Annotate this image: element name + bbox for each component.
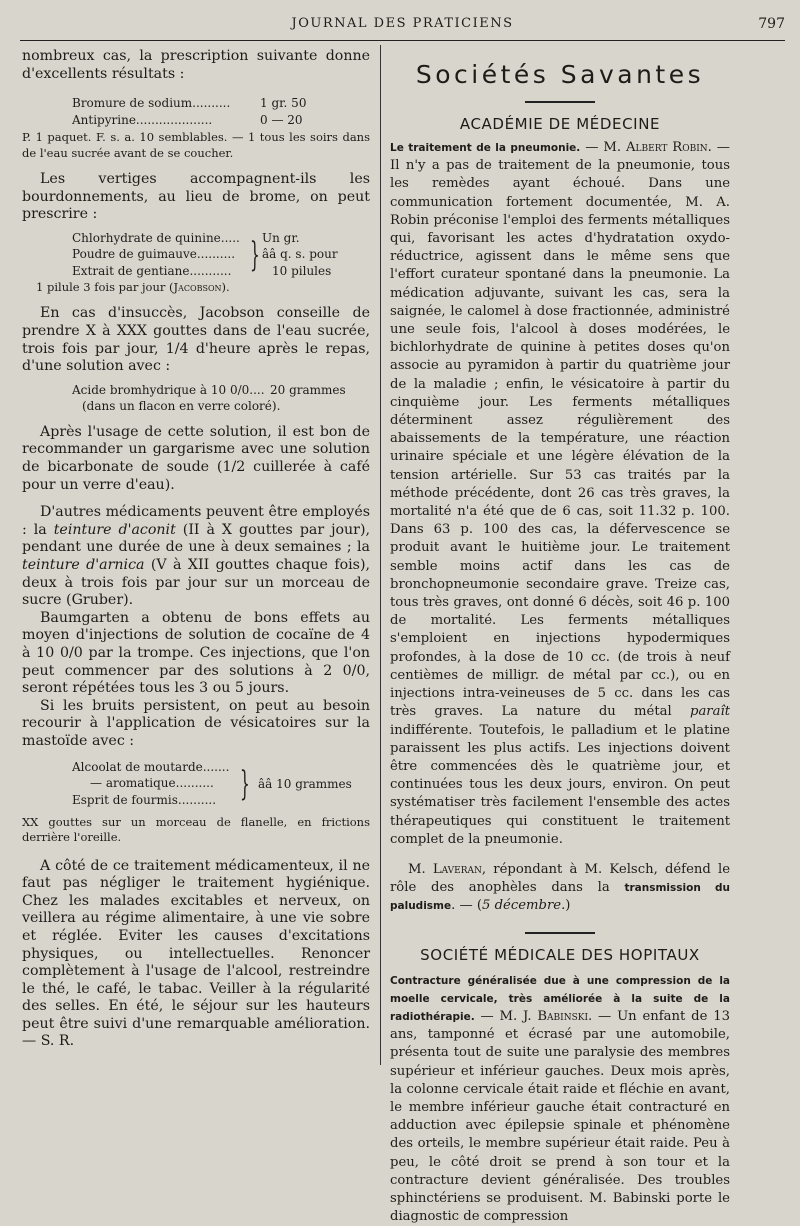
- prescription-2: [72, 230, 370, 280]
- prescription-3: [72, 382, 370, 416]
- column-divider: [380, 45, 381, 1065]
- prescription-1: [72, 95, 370, 128]
- drug-name: — aromatique..........: [90, 776, 214, 791]
- drug-name: Antipyrine....................: [72, 112, 213, 127]
- drug-dose: 20 grammes: [270, 382, 346, 397]
- prescription-line: [72, 382, 370, 399]
- hospital-heading: SOCIÉTÉ MÉDICALE DES HOPITAUX: [420, 945, 700, 964]
- drug-name: Bromure de sodium..........: [72, 96, 231, 111]
- drug-name: Poudre de guimauve..........: [72, 247, 236, 262]
- prescription-line: [72, 230, 370, 247]
- journal-title: JOURNAL DES PRATICIENS: [291, 16, 514, 31]
- prescription-line: [72, 759, 370, 776]
- drug-dose: ââ q. s. pour: [262, 247, 338, 262]
- drug-name: Acide bromhydrique à 10 0/0....: [72, 382, 265, 397]
- page-header: [20, 10, 785, 41]
- brace-glyph: }: [249, 234, 260, 275]
- drug-dose: 0 — 20: [260, 112, 303, 127]
- paragraph-vertiges: Les vertiges accompagnent-ils les bourdonnements, au lieu de brome, on peut prescrire :: [22, 171, 370, 223]
- author-name: Laveran: [432, 861, 482, 877]
- drug-dose: 1 gr. 50: [260, 96, 307, 111]
- paragraph-bruits: Si les bruits persistent, on peut au besoin recourir à l'application de vésicatoires sur la mastoïde avec :: [22, 697, 370, 749]
- drug-name: Esprit de fourmis..........: [72, 792, 217, 807]
- prescription-line: [72, 792, 370, 809]
- prescription-line: [72, 263, 370, 280]
- prescription-note: XX gouttes sur un morceau de flanelle, en frictions derrière l'oreille.: [22, 814, 370, 845]
- paragraph-gargarisme: Après l'usage de cette solution, il est bon de recommander un gargarisme avec une solution de bicarbonate de soude (1/2 cuillerée à café pour un verre d'eau).: [22, 423, 370, 493]
- drug-name: Extrait de gentiane...........: [72, 263, 232, 278]
- left-column: [22, 48, 370, 1051]
- paragraph-medicaments: D'autres médicaments peuvent être employés : la teinture d'aconit (II à X gouttes par jour), pendant une durée de une à deux semaines ; la teinture d'arnica (V à XII gouttes chaque fois), deux à trois fois par jour sur un morceau de sucre (Gruber).: [22, 504, 371, 609]
- report-lead: Contracture généralisée due à une compression de la moelle cervicale, très améliorée à la suite de la radiothérapie.: [390, 974, 730, 1023]
- paragraph-baumgarten: Baumgarten a obtenu de bons effets au moyen d'injections de solution de cocaïne de 4 à 10 0/0 par la trompe. Ces injections, que l'on peut commencer par des solutions à 2 0/0, seront répétées tous les 3 ou 5 jours.: [22, 609, 370, 697]
- section-title: Sociétés Savantes: [415, 60, 705, 89]
- hospital-report: Contracture généralisée due à une compression de la moelle cervicale, très améliorée à la suite de la radiothérapie. — M. J. Babinski. — Un enfant de 13 ans, tamponné et écrasé par une automobile, présenta tout de suite une paralysie des membres supérieur et inférieur gauches. Deux mois après, la colonne cervicale était raide et fléchie en avant, le membre inférieur gauche était contracturé en adduction avec épilepsie spinale et phénomène des orteils, le membre supérieur était raide. Peu à peu, le côté droit se prend à son tour et la contracture devient généralisée. Des troubles sphinctériens se produisent. M. Babinski porte le diagnostic de compression: [390, 974, 731, 1225]
- drug-dose: Un gr.: [262, 230, 300, 245]
- drug-dose: 10 pilules: [272, 263, 332, 278]
- title-rule: [525, 101, 595, 103]
- laveran-note: M. Laveran, répondant à M. Kelsch, défend le rôle des anophèles dans la transmission du paludisme. — (5 décembre.): [390, 861, 731, 914]
- brace-glyph: }: [239, 763, 250, 804]
- drug-name: Chlorhydrate de quinine.....: [72, 230, 240, 245]
- prescription-note: P. 1 paquet. F. s. a. 10 semblables. — 1 tous les soirs dans de l'eau sucrée avant de se coucher.: [22, 130, 370, 160]
- prescription-note: (dans un flacon en verre coloré).: [82, 399, 281, 414]
- paragraph-hygiene: A côté de ce traitement médicamenteux, il ne faut pas négliger le traitement hygiénique. Chez les malades excitables et nerveux, on veillera au régime alimentaire, à une vie sobre et réglée. Eviter les causes d'excitations physiques, ou intellectuelles. Renoncer complètement à l'usage de l'alcool, restreindre le thé, le café, le tabac. Veiller à la régularité des selles. En été, le séjour sur les hauteurs peut être suivi d'une remarquable amélioration. — S. R.: [22, 857, 370, 1050]
- author-name: Babinski: [537, 1008, 589, 1024]
- paragraph-intro: nombreux cas, la prescription suivante donne d'excellents résultats :: [22, 48, 370, 82]
- author-name: Albert Robin: [626, 140, 708, 155]
- prescription-line: [72, 398, 370, 415]
- prescription-line: [72, 112, 370, 129]
- drug-dose: ââ 10 grammes: [258, 776, 352, 791]
- prescription-line: [72, 95, 370, 112]
- drug-name: Alcoolat de moutarde.......: [72, 759, 230, 774]
- section-rule: [525, 932, 595, 934]
- prescription-4: [72, 759, 370, 811]
- report-lead: Le traitement de la pneumonie.: [390, 142, 581, 154]
- prescription-note: 1 pilule 3 fois par jour (Jacobson).: [36, 279, 230, 294]
- prescription-line: [72, 246, 370, 263]
- academy-report: Le traitement de la pneumonie. — M. Albert Robin. — Il n'y a pas de traitement de la pneumonie, tous les remèdes ayant échoué. Dans une communication fortement documentée, M. A. Robin préconise l'emploi des ferments métalliques qui, favorisant les actes d'hydratation oxydo-réductrice, agissent dans le même sens que l'effort curateur spontané dans la pneumonie. La médication adjuvante, suivant les cas, sera la saignée, le calomel à dose fractionnée, administré une seule fois, l'alcool à doses modérées, le bichlorhydrate de quinine à petites doses qu'on associe au pyramidon à partir du quatrième jour de la maladie ; enfin, le vésicatoire à partir du cinquième jour. Les ferments métalliques déterminent assez régulièrement des abaissements de la température, une réaction urinaire spéciale et une légère élévation de la tension artérielle. Sur 53 cas traités par la méthode précédente, dont 26 cas très graves, la mortalité n'a été que de 6 cas, soit 11.32 p. 100. Dans 63 p. 100 des cas, la défervescence se produit avant le huitième jour. Le traitement semble moins actif dans les cas de bronchopneumonie secondaire grave. Treize cas, tous très graves, ont donné 6 décès, soit 46 p. 100 de mortalité. Les ferments métalliques s'emploient en injections hypodermiques profondes, à la dose de 10 cc. (de trois à neuf centièmes de milligr. de métal par cc.), ou en injections intra-veineuses de 5 cc. dans les cas très graves. La nature du métal paraît indifférente. Toutefois, le palladium et le platine paraissent les plus actifs. Les injections doivent être commencées dès le quatrième jour, et continuées tous les deux jours, environ. On peut systématiser très facilement l'ensemble des actes thérapeutiques qui constituent le traitement complet de la pneumonie.: [390, 140, 730, 847]
- paragraph-jacobson: En cas d'insuccès, Jacobson conseille de prendre X à XXX gouttes dans de l'eau sucrée, trois fois par jour, 1/4 d'heure après le repas, d'une solution avec :: [22, 305, 370, 375]
- page-number: 797: [758, 16, 785, 32]
- right-column: [390, 48, 730, 1226]
- academy-heading: ACADÉMIE DE MÉDECINE: [459, 115, 661, 133]
